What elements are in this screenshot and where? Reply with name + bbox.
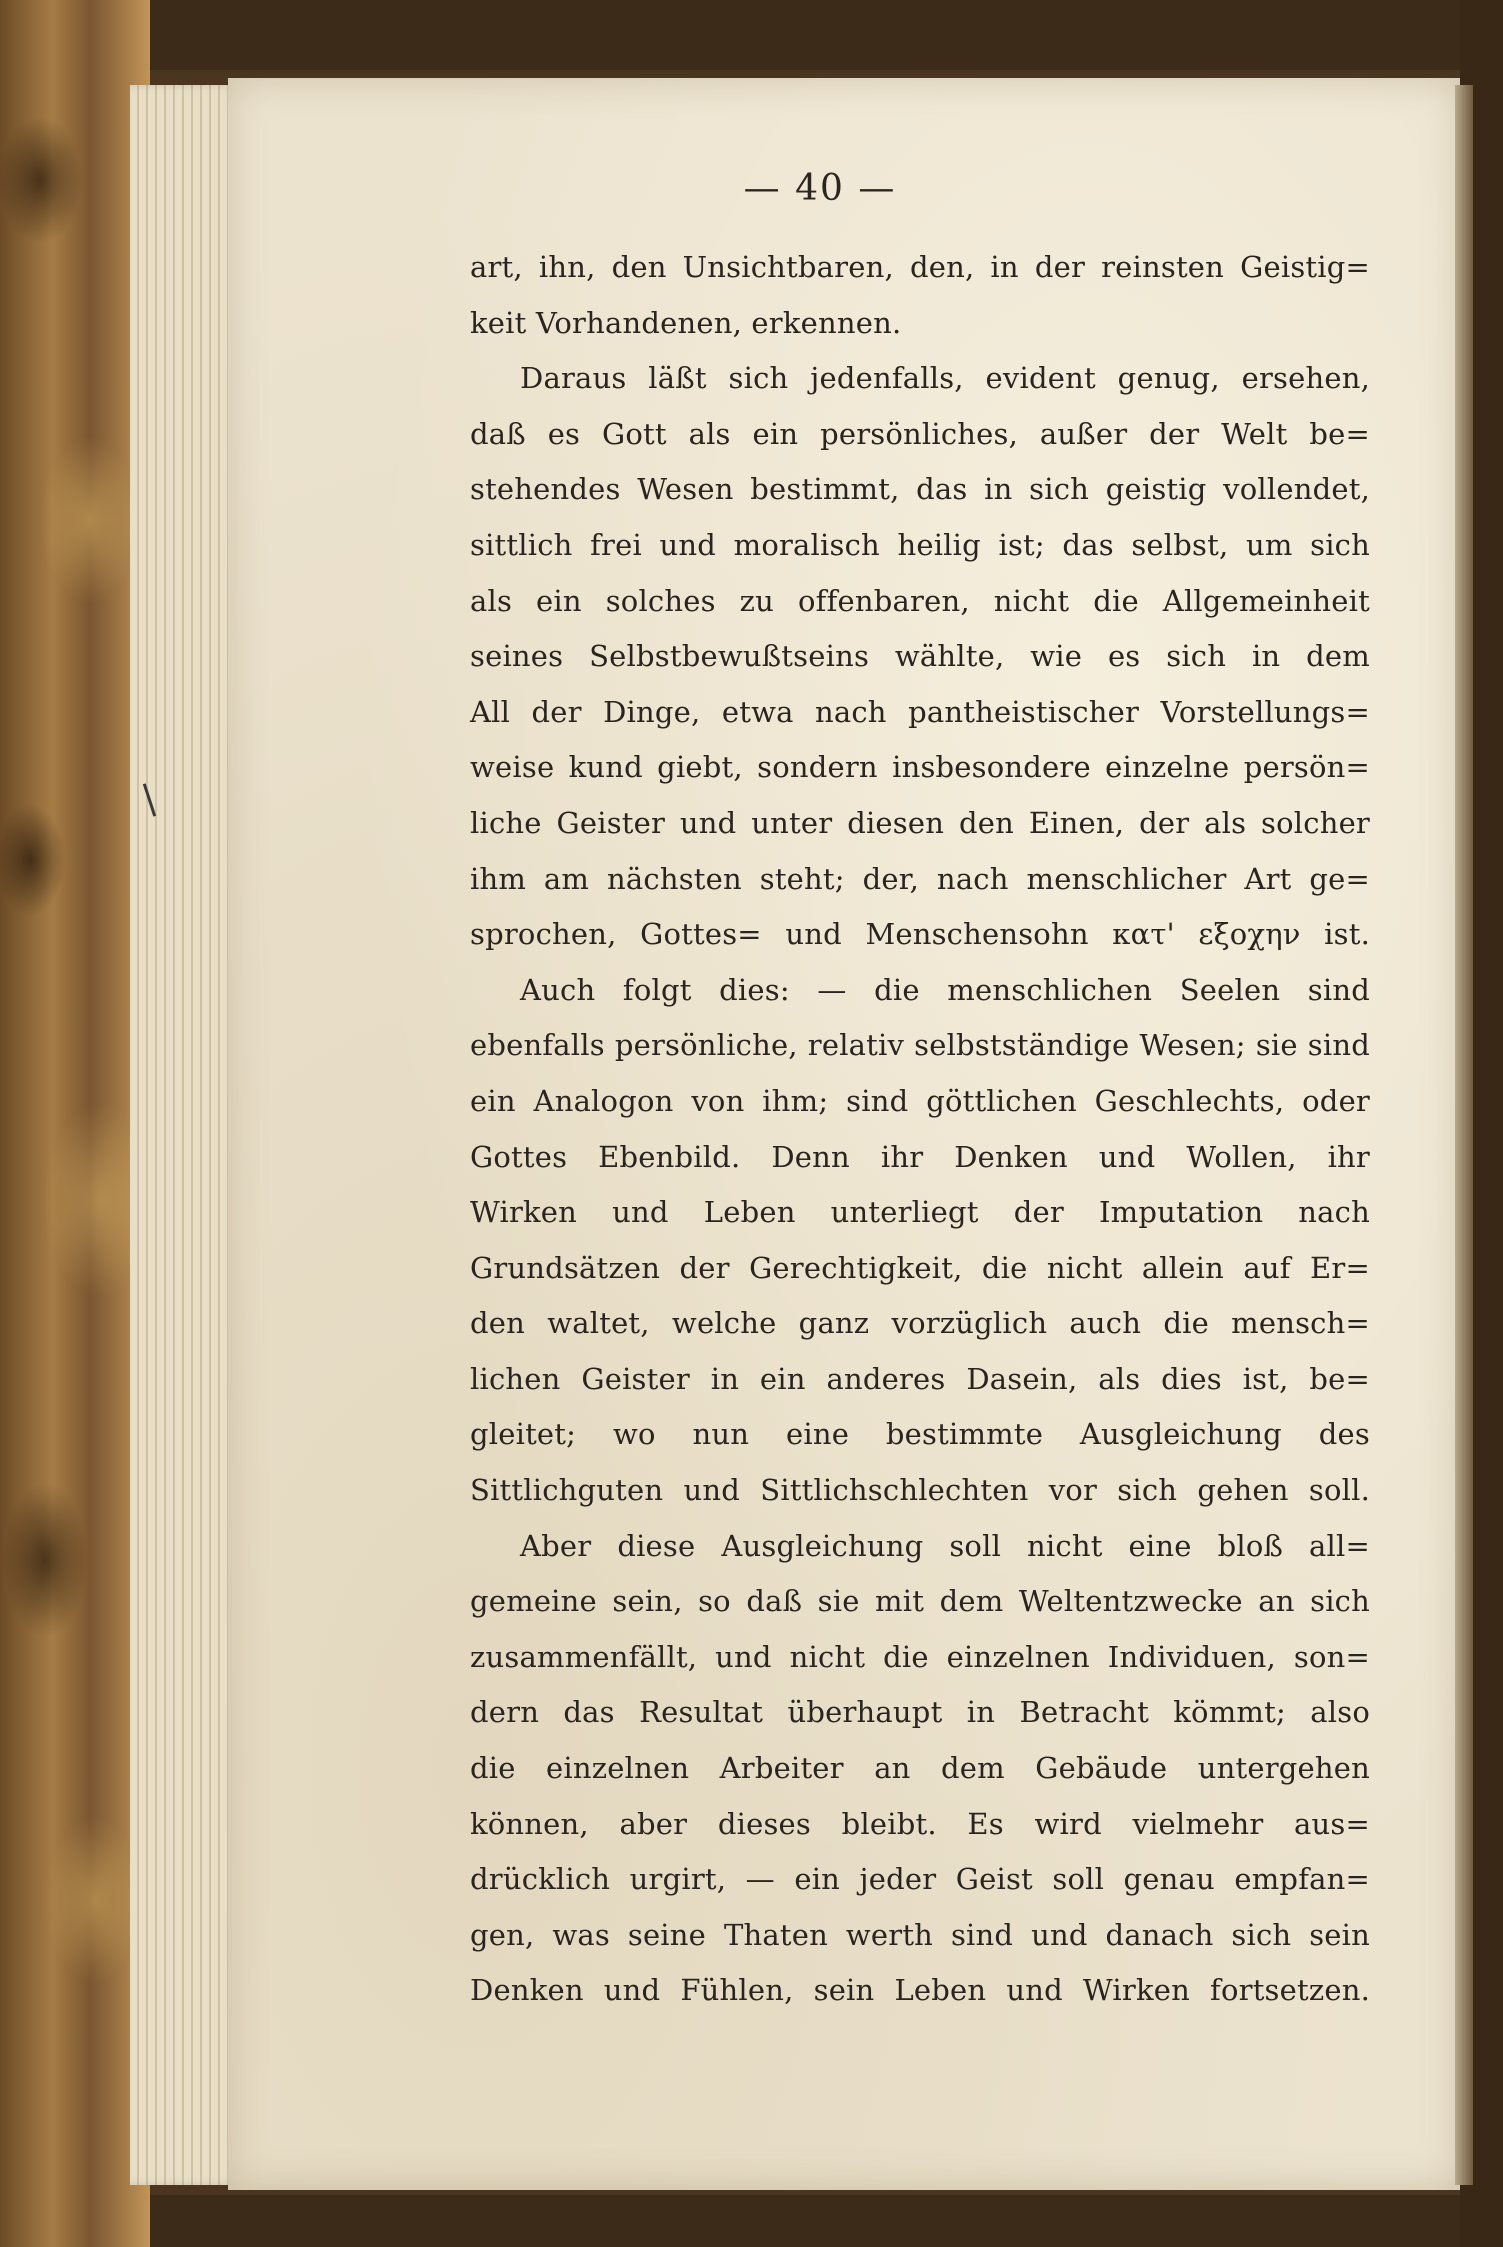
text-line: gleitet; wo nun eine bestimmte Ausgleichung des bbox=[470, 1417, 1370, 1452]
text-line: gen, was seine Thaten werth sind und danach sich sein bbox=[470, 1917, 1370, 1952]
text-line: weise kund giebt, sondern insbesondere einzelne persön= bbox=[470, 750, 1370, 785]
scan-background-bottom bbox=[0, 2195, 1503, 2247]
text-line: lichen Geister in ein anderes Dasein, als dies ist, be= bbox=[470, 1361, 1370, 1396]
text-line: liche Geister und unter diesen den Einen, der als solcher bbox=[470, 805, 1370, 840]
text-line: können, aber dieses bleibt. Es wird vielmehr aus= bbox=[470, 1806, 1370, 1841]
text-line: sprochen, Gottes= und Menschensohn κατ' εξοχην ist. bbox=[470, 917, 1370, 952]
text-line: drücklich urgirt, — ein jeder Geist soll genau empfan= bbox=[470, 1862, 1370, 1897]
text-line: dern das Resultat überhaupt in Betracht kömmt; also bbox=[470, 1695, 1370, 1730]
text-line: Aber diese Ausgleichung soll nicht eine bloß all= bbox=[520, 1528, 1370, 1563]
page-number: — 40 — bbox=[743, 168, 897, 209]
text-line: All der Dinge, etwa nach pantheistischer Vorstellungs= bbox=[470, 694, 1370, 729]
text-line: sittlich frei und moralisch heilig ist; das selbst, um sich bbox=[470, 527, 1370, 562]
marbled-binding bbox=[0, 0, 150, 2247]
text-line: als ein solches zu offenbaren, nicht die Allgemeinheit bbox=[470, 583, 1370, 618]
text-line: Auch folgt dies: — die menschlichen Seelen sind bbox=[520, 972, 1370, 1007]
text-line: seines Selbstbewußtseins wählte, wie es sich in dem bbox=[470, 639, 1370, 674]
text-line: ebenfalls persönliche, relativ selbstständige Wesen; sie sind bbox=[470, 1028, 1370, 1063]
text-line: keit Vorhandenen, erkennen. bbox=[470, 305, 902, 340]
text-line: Grundsätzen der Gerechtigkeit, die nicht allein auf Er= bbox=[470, 1250, 1370, 1285]
scan-background-top bbox=[0, 0, 1503, 70]
page-edges bbox=[130, 85, 240, 2185]
text-line: Wirken und Leben unterliegt der Imputation nach bbox=[470, 1195, 1370, 1230]
text-line: zusammenfällt, und nicht die einzelnen Individuen, son= bbox=[470, 1639, 1370, 1674]
text-line: Gottes Ebenbild. Denn ihr Denken und Wollen, ihr bbox=[470, 1139, 1370, 1174]
text-line: daß es Gott als ein persönliches, außer der Welt be= bbox=[470, 416, 1370, 451]
page-fold bbox=[1455, 85, 1473, 2185]
text-line: stehendes Wesen bestimmt, das in sich geistig vollendet, bbox=[470, 472, 1370, 507]
text-line: gemeine sein, so daß sie mit dem Weltentzwecke an sich bbox=[470, 1584, 1370, 1619]
text-line: ihm am nächsten steht; der, nach menschlicher Art ge= bbox=[470, 861, 1370, 896]
body-text bbox=[470, 240, 1370, 2019]
text-line: Daraus läßt sich jedenfalls, evident genug, ersehen, bbox=[520, 361, 1370, 396]
text-line: Sittlichguten und Sittlichschlechten vor sich gehen soll. bbox=[470, 1473, 1370, 1508]
text-line: ein Analogon von ihm; sind göttlichen Geschlechts, oder bbox=[470, 1083, 1370, 1118]
text-line: art, ihn, den Unsichtbaren, den, in der reinsten Geistig= bbox=[470, 250, 1370, 284]
text-line: Denken und Fühlen, sein Leben und Wirken fortsetzen. bbox=[470, 1973, 1370, 2008]
text-line: die einzelnen Arbeiter an dem Gebäude untergehen bbox=[470, 1751, 1370, 1786]
text-line: den waltet, welche ganz vorzüglich auch die mensch= bbox=[470, 1306, 1370, 1341]
